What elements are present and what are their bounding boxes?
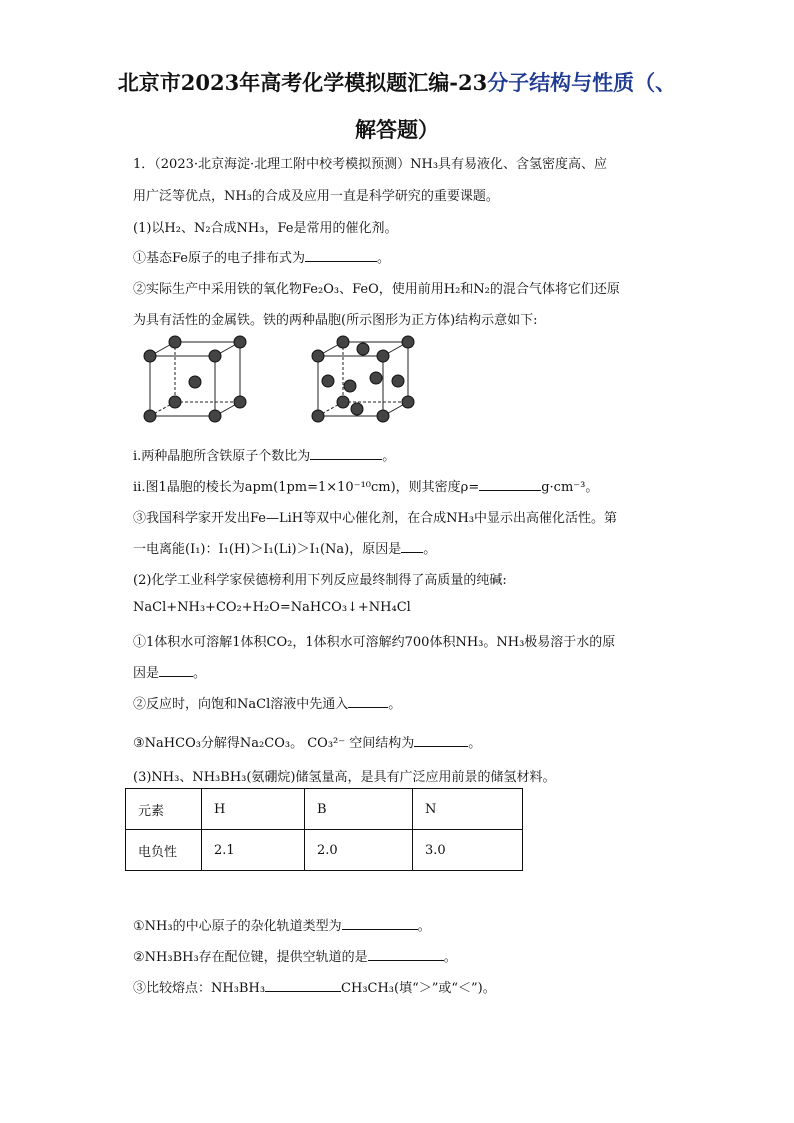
title-line-1: 北京市2023年高考化学模拟题汇编-23分子结构与性质（、 <box>117 70 677 95</box>
crystal-cell-bcc-figure <box>138 335 258 427</box>
question-intro: 1．（2023·北京海淀·北理工附中校考模拟预测）NH₃具有易液化、含氢密度高、应 <box>133 157 608 172</box>
answer-blank[interactable] <box>348 695 388 708</box>
electronegativity-table <box>125 788 523 871</box>
q1-3: ③我国科学家开发出Fe—LiH等双中心催化剂，在合成NH₃中显示出高催化活性。第 <box>133 511 618 526</box>
q3-1: ①NH₃的中心原子的杂化轨道类型为 。 <box>133 919 431 934</box>
q2-1: ①1体积水可溶解1体积CO₂，1体积水可溶解约700体积NH₃。NH₃极易溶于水的原 <box>133 635 616 650</box>
answer-blank[interactable] <box>414 734 468 747</box>
part-3-heading: (3)NH₃、NH₃BH₃(氨硼烷)储氢量高，是具有广泛应用前景的储氢材料。 <box>133 770 556 785</box>
crystal-cell-fcc-figure <box>306 335 426 427</box>
table-row: 电负性 2.1 2.0 3.0 <box>126 830 523 871</box>
q1-2-cont: 为具有活性的金属铁。铁的两种晶胞(所示图形为正方体)结构示意如下: <box>133 313 538 328</box>
title-topic: 分子结构与性质（、 <box>487 70 677 95</box>
carbonate-ion: CO₃²⁻ <box>307 736 346 751</box>
answer-blank[interactable] <box>368 948 444 961</box>
q2-3: ③NaHCO₃分解得Na₂CO₃。 CO₃²⁻ 空间结构为 。 <box>133 736 482 751</box>
q1-1: ①基态Fe原子的电子排布式为 。 <box>133 251 391 266</box>
q1-2: ②实际生产中采用铁的氧化物Fe₂O₃、FeO，使用前用H₂和N₂的混合气体将它们还原 <box>133 282 620 297</box>
answer-blank[interactable] <box>305 249 377 262</box>
part-2-heading: (2)化学工业科学家侯德榜利用下列反应最终制得了高质量的纯碱: <box>133 573 507 588</box>
answer-blank[interactable] <box>159 664 193 677</box>
answer-blank[interactable] <box>401 540 423 553</box>
part-1-heading: (1)以H₂、N₂合成NH₃，Fe是常用的催化剂。 <box>133 221 398 236</box>
q1-3-cont: 一电离能(I₁)：I₁(H)＞I₁(Li)＞I₁(Na)，原因是 。 <box>133 542 437 557</box>
q1-2-i: i.两种晶胞所含铁原子个数比为 。 <box>133 449 396 464</box>
table-row: 元素 H B N <box>126 789 523 830</box>
q3-2: ②NH₃BH₃存在配位键，提供空轨道的是 。 <box>133 950 457 965</box>
q2-2: ②反应时，向饱和NaCl溶液中先通入 。 <box>133 697 402 712</box>
answer-blank[interactable] <box>342 917 418 930</box>
answer-blank[interactable] <box>310 447 382 460</box>
q1-2-ii: ii.图1晶胞的棱长为apm(1pm=1×10⁻¹⁰cm)，则其密度ρ= g·cm⁻³。 <box>133 480 599 495</box>
title-line-2: 解答题） <box>355 117 439 142</box>
q3-3: ③比较熔点：NH₃BH₃ CH₃CH₃(填“＞”或“＜”)。 <box>133 981 496 996</box>
question-intro-cont: 用广泛等优点，NH₃的合成及应用一直是科学研究的重要课题。 <box>133 189 499 204</box>
q2-1-cont: 因是 。 <box>133 666 207 681</box>
answer-blank[interactable] <box>265 979 341 992</box>
reaction-equation: NaCl+NH₃+CO₂+H₂O=NaHCO₃↓+NH₄Cl <box>133 600 411 615</box>
answer-blank[interactable] <box>479 478 541 491</box>
